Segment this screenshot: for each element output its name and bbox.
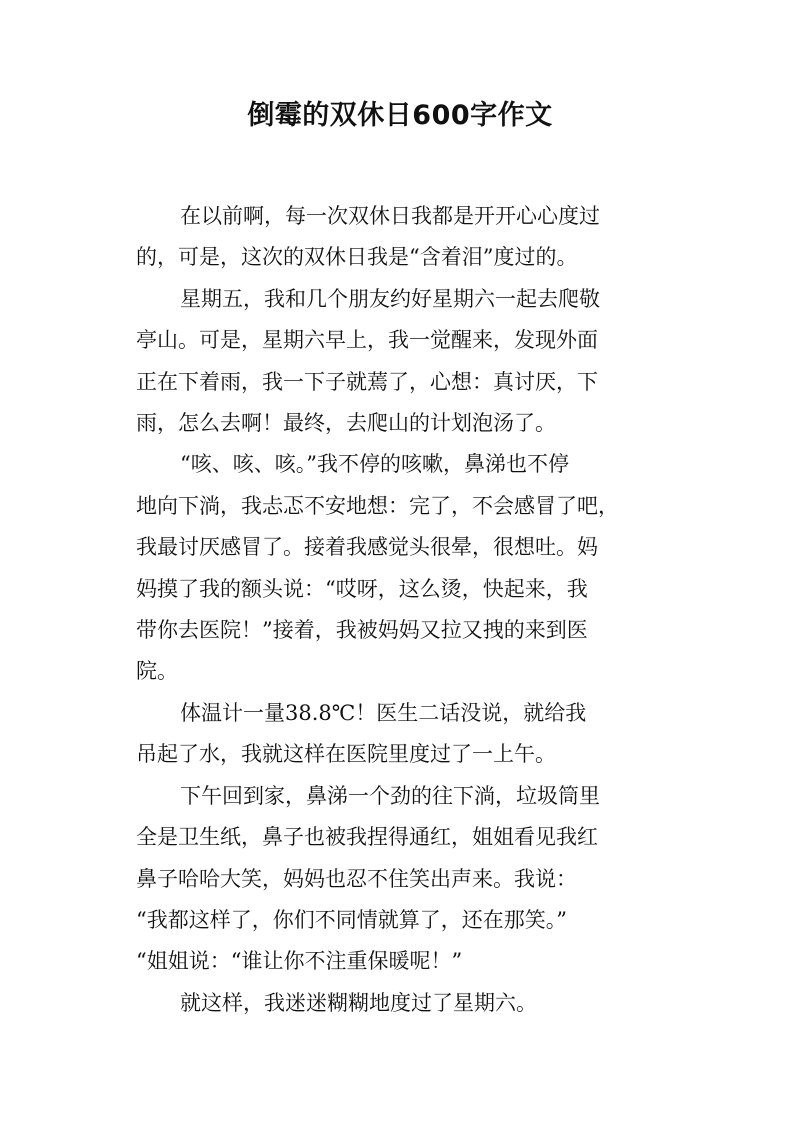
text-line: 我最讨厌感冒了。接着我感觉头很晕，很想吐。妈 xyxy=(136,535,598,560)
text-line: “姐姐说：“谁让你不注重保暖呢！” xyxy=(136,949,463,974)
paragraph-1 xyxy=(136,196,676,279)
text-line: 的，可是，这次的双休日我是“含着泪”度过的。 xyxy=(136,245,578,270)
text-line: 体温计一量38.8℃！医生二话没说，就给我 xyxy=(180,700,587,725)
text-line: “咳、咳、咳。”我不停的咳嗽，鼻涕也不停 xyxy=(180,452,569,477)
text-line: 下午回到家，鼻涕一个劲的往下淌，垃圾筒里 xyxy=(180,783,600,808)
paragraph-2 xyxy=(136,279,676,445)
text-line: 院。 xyxy=(136,659,178,684)
document-body xyxy=(136,196,676,1024)
text-line: 妈摸了我的额头说：“哎呀，这么烫，快起来，我 xyxy=(136,576,588,601)
text-line: “我都这样了，你们不同情就算了，还在那笑。” xyxy=(136,907,567,932)
text-line: 雨，怎么去啊！最终，去爬山的计划泡汤了。 xyxy=(136,411,556,436)
paragraph-4 xyxy=(136,693,676,776)
text-line: 地向下淌，我忐忑不安地想：完了，不会感冒了吧， xyxy=(136,493,619,518)
text-line: 就这样，我迷迷糊糊地度过了星期六。 xyxy=(180,990,537,1015)
text-line: 带你去医院！”接着，我被妈妈又拉又拽的来到医 xyxy=(136,618,588,643)
text-line: 正在下着雨，我一下子就蔫了，心想：真讨厌，下 xyxy=(136,369,598,394)
text-line: 鼻子哈哈大笑，妈妈也忍不住笑出声来。我说： xyxy=(136,866,577,891)
text-line: 在以前啊，每一次双休日我都是开开心心度过 xyxy=(180,204,600,228)
paragraph-6 xyxy=(136,983,676,1024)
paragraph-3 xyxy=(136,444,676,692)
text-line: 亭山。可是，星期六早上，我一觉醒来，发现外面 xyxy=(136,328,598,353)
document-title: 倒霉的双休日600字作文 xyxy=(247,100,553,131)
text-line: 全是卫生纸，鼻子也被我捏得通红，姐姐看见我红 xyxy=(136,825,598,850)
paragraph-5 xyxy=(136,776,676,983)
text-line: 星期五，我和几个朋友约好星期六一起去爬敬 xyxy=(180,286,600,311)
text-line: 吊起了水，我就这样在医院里度过了一上午。 xyxy=(136,742,556,767)
